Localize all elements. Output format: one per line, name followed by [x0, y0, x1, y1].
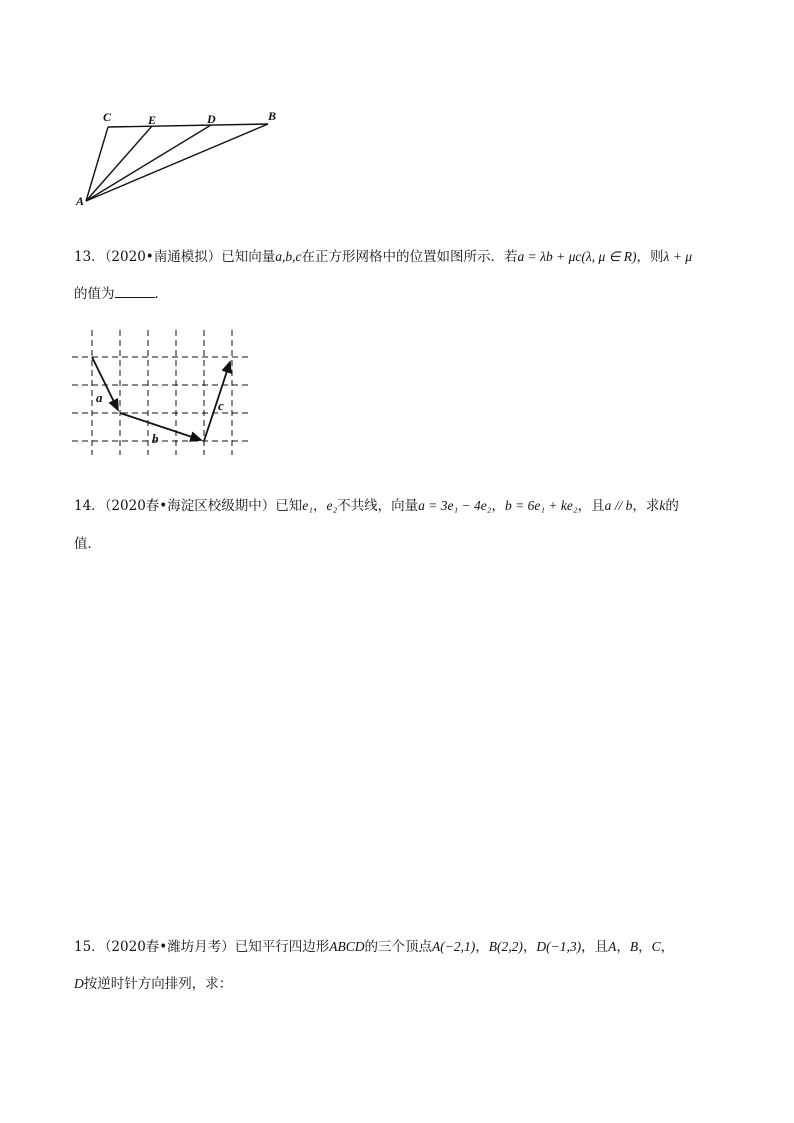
q14-line2: 值．	[74, 536, 101, 552]
q13-number: 13．	[74, 249, 105, 265]
vector-grid-figure	[72, 330, 262, 460]
segment-ae	[86, 126, 152, 201]
q13-source: （2020•南通模拟）	[104, 249, 222, 265]
label-a: A	[76, 194, 85, 208]
q15-line2: D按逆时针方向排列，求：	[74, 976, 233, 992]
label-b: B	[268, 109, 277, 123]
q13-expr: λ + μ	[663, 249, 692, 264]
triangle-figure	[70, 105, 290, 215]
q13-vectors: a,b,c	[275, 249, 302, 264]
label-vec-c: c	[218, 398, 224, 413]
q14-line1: 14．（2020春•海淀区校级期中）已知e₁，e₂不共线，向量a = 3e₁ − 4e₂，b = 6e₁ + ke₂，且a // b，求k的	[74, 498, 679, 514]
label-d: D	[207, 112, 216, 126]
q13-line1: 13．（2020•南通模拟）已知向量a,b,c在正方形网格中的位置如图所示．若a = λb + μc(λ, μ ∈ R)，则λ + μ	[74, 249, 692, 265]
q15-point-a: A(−2,1)	[432, 939, 476, 954]
q15-source: （2020春•潍坊月考）	[104, 939, 235, 955]
label-c: C	[103, 110, 112, 124]
q14-a-def: a = 3e₁ − 4e₂	[418, 498, 492, 513]
segment-cb	[108, 124, 268, 127]
q14-b-def: b = 6e₁ + ke₂	[504, 498, 578, 513]
q14-number: 14．	[74, 498, 105, 514]
q15-line1: 15．（2020春•潍坊月考）已知平行四边形ABCD的三个顶点A(−2,1)，B(2,2)，D(−1,3)，且A，B，C，	[74, 939, 675, 955]
label-vec-b: b	[152, 431, 159, 446]
vector-b	[120, 413, 201, 440]
q14-parallel: a // b	[604, 498, 633, 513]
q15-point-d: D(−1,3)	[536, 939, 582, 954]
q14-source: （2020春•海淀区校级期中）	[104, 498, 276, 514]
segment-ab	[86, 124, 268, 201]
label-e: E	[148, 113, 157, 127]
q13-formula: a = λb + μc(λ, μ ∈ R)	[517, 249, 637, 264]
q15-number: 15．	[74, 939, 105, 955]
answer-blank	[115, 285, 155, 298]
q13-line2: 的值为 ．	[74, 286, 168, 302]
vector-c	[204, 362, 230, 441]
label-vec-a: a	[96, 390, 103, 405]
q15-point-b: B(2,2)	[488, 939, 523, 954]
